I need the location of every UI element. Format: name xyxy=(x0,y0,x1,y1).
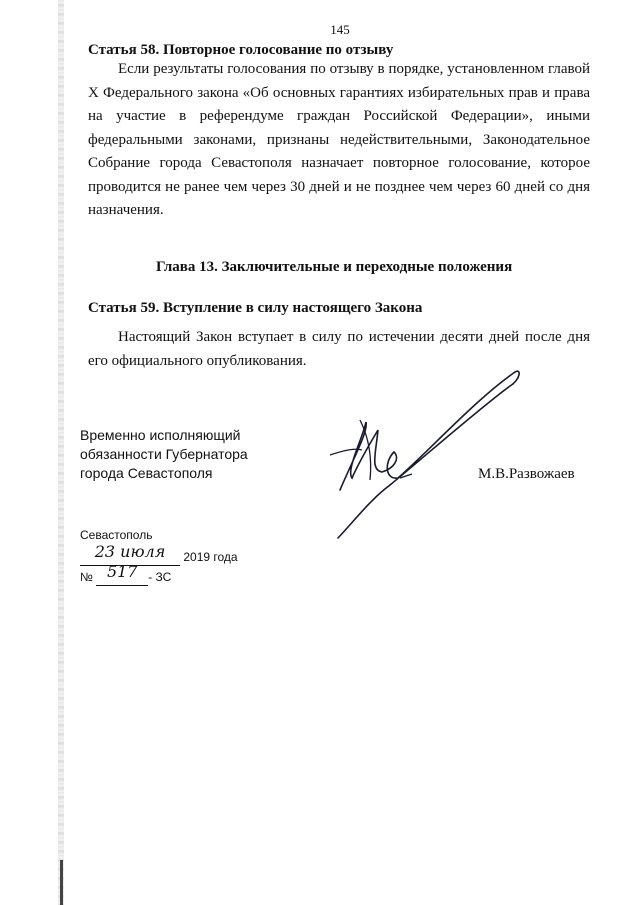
footer-date xyxy=(80,542,238,566)
signer-title-line1: Временно исполняющий xyxy=(80,427,241,443)
footer-number xyxy=(80,562,238,586)
chapter-13-heading: Глава 13. Заключительные и переходные положения xyxy=(156,259,513,275)
signer-title-line3: города Севастополя xyxy=(80,465,213,481)
page-number: 145 xyxy=(330,22,350,37)
article-58-body: Если результаты голосования по отзыву в порядке, установленном главой X Федерального закона «Об основных гарантиях избирательных прав и права на участие в референдуме граждан Российской Федерации», иными федеральными законами, признаны недействительными, Законодательное Собрание города Севастополя назначает повторное голосование, которое проводится не ранее чем через 30 дней и не позднее чем через 60 дней со дня назначения. xyxy=(88,61,590,218)
number-suffix: - ЗС xyxy=(148,570,172,584)
document-footer xyxy=(80,528,238,586)
article-58-heading: Статья 58. Повторное голосование по отзыву xyxy=(88,42,394,58)
signer-name: М.В.Развожаев xyxy=(478,466,575,482)
number-handwritten: 517 xyxy=(106,562,138,581)
scan-binding-edge xyxy=(58,0,64,905)
footer-city: Севастополь xyxy=(80,528,153,542)
number-handwritten-field xyxy=(96,562,148,586)
scan-binding-mark xyxy=(60,860,63,905)
date-year: 2019 года xyxy=(183,550,238,564)
number-prefix: № xyxy=(80,570,93,584)
signer-title-line2: обязанности Губернатора xyxy=(80,446,248,462)
date-handwritten: 23 июля xyxy=(94,542,166,561)
signer-title xyxy=(80,426,248,483)
handwritten-signature xyxy=(300,360,530,545)
article-59-heading: Статья 59. Вступление в силу настоящего Закона xyxy=(88,300,423,316)
article-59-body: Настоящий Закон вступает в силу по истечении десяти дней после дня его официального опубликования. xyxy=(88,329,590,369)
article-58-text xyxy=(88,58,590,223)
